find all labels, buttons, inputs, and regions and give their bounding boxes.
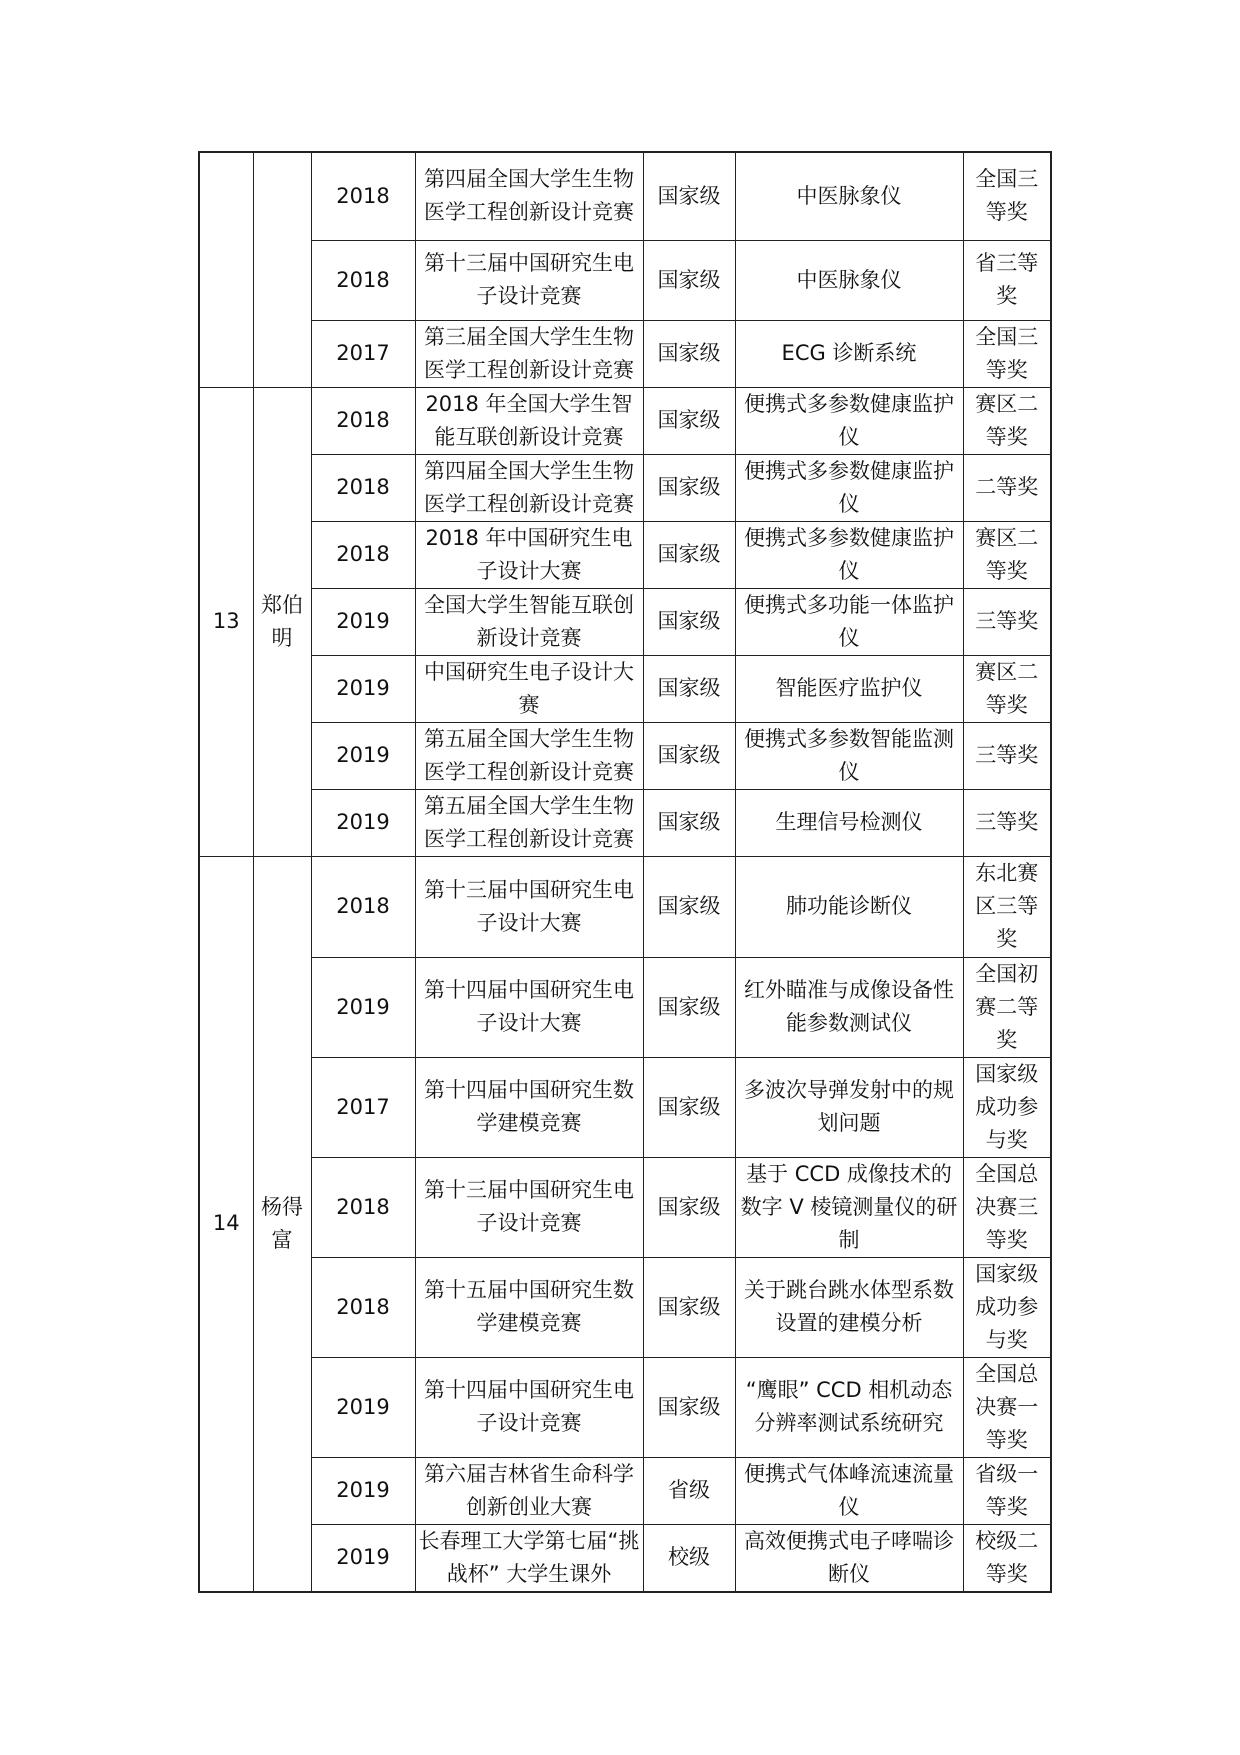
project-cell: 红外瞄准与成像设备性能参数测试仪 [735,957,963,1057]
table-row [199,655,1051,722]
award-cell: 省三等奖 [963,240,1051,320]
table-row [199,588,1051,655]
year-cell: 2019 [311,1457,415,1524]
year-cell: 2018 [311,1157,415,1257]
serial-number-cell [199,152,253,387]
project-cell: 高效便携式电子哮喘诊断仪 [735,1524,963,1592]
award-cell: 全国初赛二等奖 [963,957,1051,1057]
award-cell: 二等奖 [963,454,1051,521]
level-cell: 国家级 [643,722,735,789]
level-cell: 国家级 [643,1157,735,1257]
awards-table-body [199,152,1051,1592]
competition-cell: 第十四届中国研究生电子设计竞赛 [415,1357,643,1457]
table-row [199,1257,1051,1357]
table-row [199,1524,1051,1592]
award-cell: 全国三等奖 [963,152,1051,240]
table-row [199,240,1051,320]
project-cell: 便携式多参数健康监护仪 [735,454,963,521]
project-cell: 便携式多参数健康监护仪 [735,387,963,454]
award-cell: 赛区二等奖 [963,387,1051,454]
year-cell: 2019 [311,722,415,789]
competition-cell: 第十四届中国研究生电子设计大赛 [415,957,643,1057]
level-cell: 国家级 [643,1257,735,1357]
table-row [199,1357,1051,1457]
project-cell: 中医脉象仪 [735,152,963,240]
competition-cell: 第五届全国大学生生物医学工程创新设计竞赛 [415,789,643,856]
level-cell: 国家级 [643,240,735,320]
year-cell: 2018 [311,521,415,588]
award-cell: 赛区二等奖 [963,655,1051,722]
level-cell: 国家级 [643,856,735,957]
table-row [199,1157,1051,1257]
student-name-cell [253,152,311,387]
level-cell: 国家级 [643,387,735,454]
awards-table [198,151,1052,1593]
competition-cell: 长春理工大学第七届“挑战杯” 大学生课外 [415,1524,643,1592]
award-cell: 省级一等奖 [963,1457,1051,1524]
year-cell: 2018 [311,856,415,957]
competition-cell: 第三届全国大学生生物医学工程创新设计竞赛 [415,320,643,387]
award-cell: 三等奖 [963,588,1051,655]
year-cell: 2019 [311,655,415,722]
project-cell: 便携式气体峰流速流量仪 [735,1457,963,1524]
serial-number-cell: 14 [199,856,253,1592]
project-cell: 关于跳台跳水体型系数设置的建模分析 [735,1257,963,1357]
competition-cell: 第十三届中国研究生电子设计大赛 [415,856,643,957]
competition-cell: 2018 年中国研究生电子设计大赛 [415,521,643,588]
year-cell: 2017 [311,320,415,387]
project-cell: 便携式多功能一体监护仪 [735,588,963,655]
level-cell: 国家级 [643,1357,735,1457]
table-row [199,722,1051,789]
level-cell: 国家级 [643,152,735,240]
table-row [199,1457,1051,1524]
level-cell: 国家级 [643,957,735,1057]
competition-cell: 全国大学生智能互联创新设计竞赛 [415,588,643,655]
level-cell: 国家级 [643,655,735,722]
competition-cell: 第五届全国大学生生物医学工程创新设计竞赛 [415,722,643,789]
year-cell: 2019 [311,1357,415,1457]
table-row [199,789,1051,856]
level-cell: 国家级 [643,521,735,588]
award-cell: 国家级成功参与奖 [963,1057,1051,1157]
project-cell: “鹰眼” CCD 相机动态分辨率测试系统研究 [735,1357,963,1457]
project-cell: 多波次导弹发射中的规划问题 [735,1057,963,1157]
competition-cell: 第四届全国大学生生物医学工程创新设计竞赛 [415,454,643,521]
year-cell: 2018 [311,240,415,320]
level-cell: 国家级 [643,588,735,655]
project-cell: ECG 诊断系统 [735,320,963,387]
project-cell: 生理信号检测仪 [735,789,963,856]
year-cell: 2019 [311,789,415,856]
award-cell: 东北赛区三等奖 [963,856,1051,957]
table-row [199,454,1051,521]
competition-cell: 第六届吉林省生命科学创新创业大赛 [415,1457,643,1524]
project-cell: 基于 CCD 成像技术的数字 V 棱镜测量仪的研制 [735,1157,963,1257]
year-cell: 2018 [311,1257,415,1357]
project-cell: 肺功能诊断仪 [735,856,963,957]
student-name-cell: 杨得富 [253,856,311,1592]
table-row [199,957,1051,1057]
level-cell: 国家级 [643,1057,735,1157]
student-name-cell: 郑伯明 [253,387,311,856]
year-cell: 2019 [311,588,415,655]
competition-cell: 2018 年全国大学生智能互联创新设计竞赛 [415,387,643,454]
award-cell: 全国总决赛三等奖 [963,1157,1051,1257]
competition-cell: 第四届全国大学生生物医学工程创新设计竞赛 [415,152,643,240]
competition-cell: 第十三届中国研究生电子设计竞赛 [415,240,643,320]
competition-cell: 第十五届中国研究生数学建模竞赛 [415,1257,643,1357]
year-cell: 2018 [311,454,415,521]
table-row [199,387,1051,454]
project-cell: 中医脉象仪 [735,240,963,320]
year-cell: 2019 [311,1524,415,1592]
project-cell: 智能医疗监护仪 [735,655,963,722]
level-cell: 国家级 [643,454,735,521]
level-cell: 校级 [643,1524,735,1592]
project-cell: 便携式多参数健康监护仪 [735,521,963,588]
year-cell: 2018 [311,152,415,240]
award-cell: 全国三等奖 [963,320,1051,387]
award-cell: 全国总决赛一等奖 [963,1357,1051,1457]
year-cell: 2017 [311,1057,415,1157]
table-row [199,1057,1051,1157]
competition-cell: 第十三届中国研究生电子设计竞赛 [415,1157,643,1257]
competition-cell: 第十四届中国研究生数学建模竞赛 [415,1057,643,1157]
award-cell: 三等奖 [963,789,1051,856]
award-cell: 三等奖 [963,722,1051,789]
level-cell: 国家级 [643,320,735,387]
table-row [199,320,1051,387]
level-cell: 国家级 [643,789,735,856]
table-row [199,856,1051,957]
year-cell: 2018 [311,387,415,454]
level-cell: 省级 [643,1457,735,1524]
award-cell: 国家级成功参与奖 [963,1257,1051,1357]
year-cell: 2019 [311,957,415,1057]
award-cell: 校级二等奖 [963,1524,1051,1592]
serial-number-cell: 13 [199,387,253,856]
award-cell: 赛区二等奖 [963,521,1051,588]
competition-cell: 中国研究生电子设计大赛 [415,655,643,722]
table-row [199,521,1051,588]
project-cell: 便携式多参数智能监测仪 [735,722,963,789]
table-row [199,152,1051,240]
